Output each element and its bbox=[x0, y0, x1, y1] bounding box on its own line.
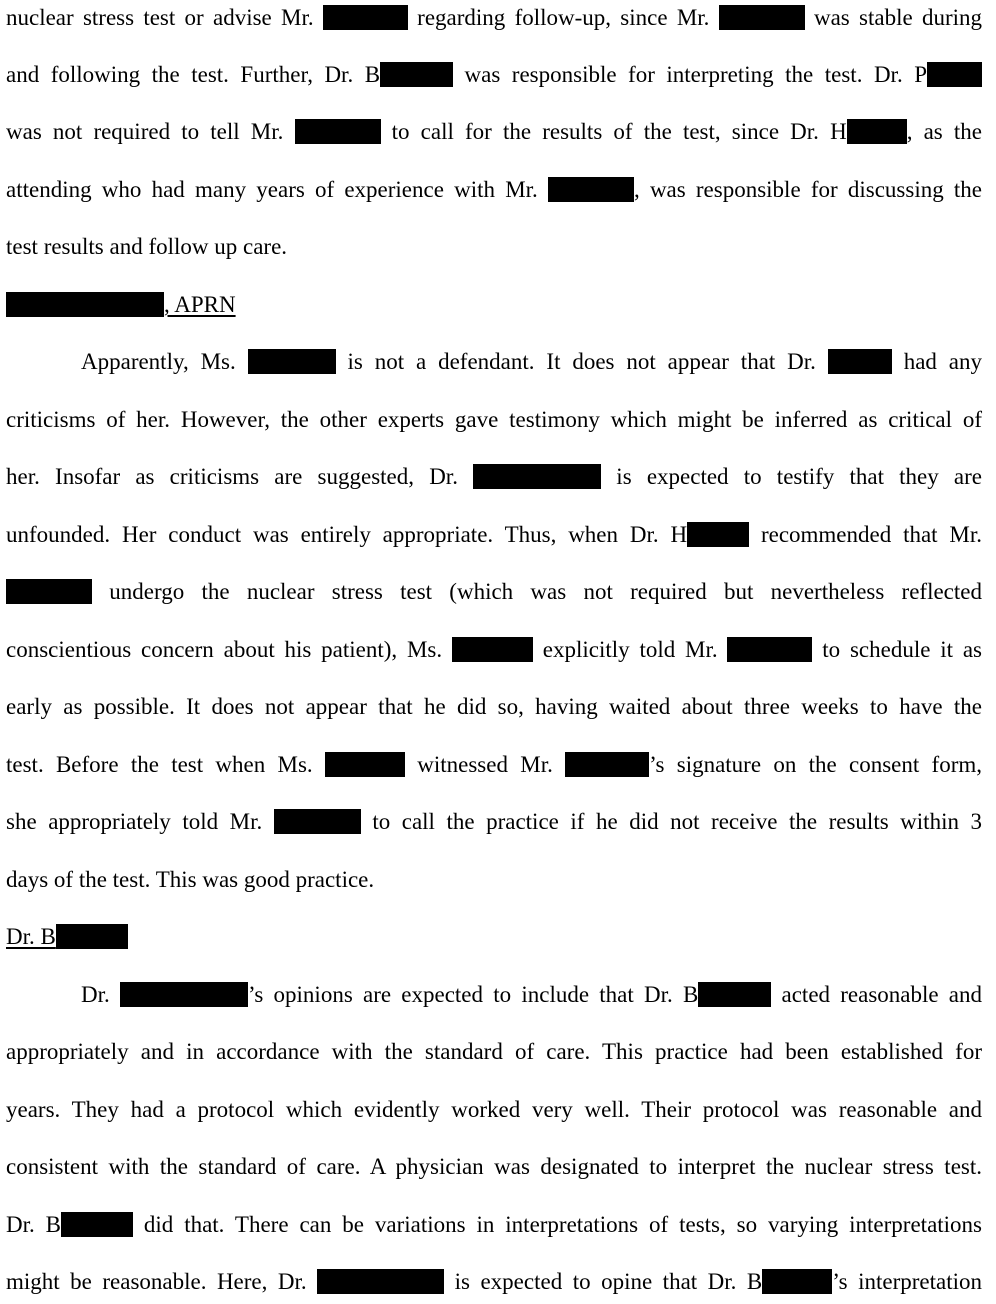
redaction-box bbox=[295, 119, 381, 144]
section-heading: Dr. B bbox=[6, 922, 982, 952]
text-line: years. They had a protocol which evidently worked very well. Their protocol was reasonable and bbox=[6, 1097, 982, 1122]
text-line: unfounded. Her conduct was entirely appropriate. Thus, when Dr. H recommended that Mr. bbox=[6, 522, 983, 547]
text-line: undergo the nuclear stress test (which was not required but nevertheless reflected bbox=[6, 577, 982, 607]
redaction-box bbox=[719, 5, 805, 30]
redaction-box bbox=[120, 982, 248, 1007]
redaction-box bbox=[317, 1269, 444, 1294]
text-line: early as possible. It does not appear that he did so, having waited about three weeks to have the bbox=[6, 694, 982, 719]
redaction-box bbox=[687, 522, 749, 547]
text-line: Dr. B did that. There can be variations in interpretations of tests, so varying interpretations bbox=[6, 1212, 983, 1237]
redaction-box bbox=[548, 177, 634, 202]
redaction-box bbox=[325, 752, 405, 777]
redaction-box bbox=[323, 5, 408, 30]
text-line: Apparently, Ms. is not a defendant. It does not appear that Dr. had any bbox=[81, 349, 982, 374]
redaction-box bbox=[274, 809, 361, 834]
section-heading: , APRN bbox=[6, 290, 982, 320]
text-line: consistent with the standard of care. A physician was designated to interpret the nuclear stress test. bbox=[6, 1154, 982, 1179]
text-line: conscientious concern about his patient), Ms. explicitly told Mr. to schedule it as bbox=[6, 637, 982, 662]
text-line: criticisms of her. However, the other experts gave testimony which might be inferred as critical of bbox=[6, 407, 982, 432]
text-line: test. Before the test when Ms. witnessed Mr. ’s signature on the consent form, bbox=[6, 752, 982, 777]
redaction-box bbox=[927, 62, 982, 87]
redaction-box bbox=[56, 924, 128, 949]
redaction-box bbox=[61, 1212, 133, 1237]
redaction-box bbox=[565, 752, 649, 777]
text-line: nuclear stress test or advise Mr. regarding follow-up, since Mr. was stable during bbox=[6, 5, 982, 30]
redaction-box bbox=[473, 464, 601, 489]
redaction-box bbox=[698, 982, 771, 1007]
redaction-box bbox=[847, 119, 907, 144]
text-line: she appropriately told Mr. to call the practice if he did not receive the results within 3 bbox=[6, 809, 982, 834]
text-line: and following the test. Further, Dr. B was responsible for interpreting the test. Dr. P bbox=[6, 60, 982, 90]
redaction-box bbox=[452, 637, 533, 662]
redaction-box bbox=[762, 1269, 832, 1294]
text-line: might be reasonable. Here, Dr. is expected to opine that Dr. B ’s interpretation bbox=[6, 1269, 982, 1294]
redaction-box bbox=[727, 637, 812, 662]
redaction-box bbox=[248, 349, 336, 374]
redaction-box bbox=[6, 292, 164, 317]
text-line: days of the test. This was good practice. bbox=[6, 867, 375, 892]
text-line: her. Insofar as criticisms are suggested, Dr. is expected to testify that they are bbox=[6, 464, 982, 489]
redaction-box bbox=[6, 579, 92, 604]
text-line: Dr. ’s opinions are expected to include that Dr. B acted reasonable and bbox=[81, 982, 983, 1007]
text-line: test results and follow up care. bbox=[6, 234, 288, 259]
redaction-box bbox=[828, 349, 892, 374]
text-line: attending who had many years of experience with Mr. , was responsible for discussing the bbox=[6, 177, 982, 202]
redaction-box bbox=[380, 62, 453, 87]
text-line: was not required to tell Mr. to call for the results of the test, since Dr. H , as the bbox=[6, 119, 982, 144]
text-line: appropriately and in accordance with the standard of care. This practice had been established for bbox=[6, 1039, 982, 1064]
